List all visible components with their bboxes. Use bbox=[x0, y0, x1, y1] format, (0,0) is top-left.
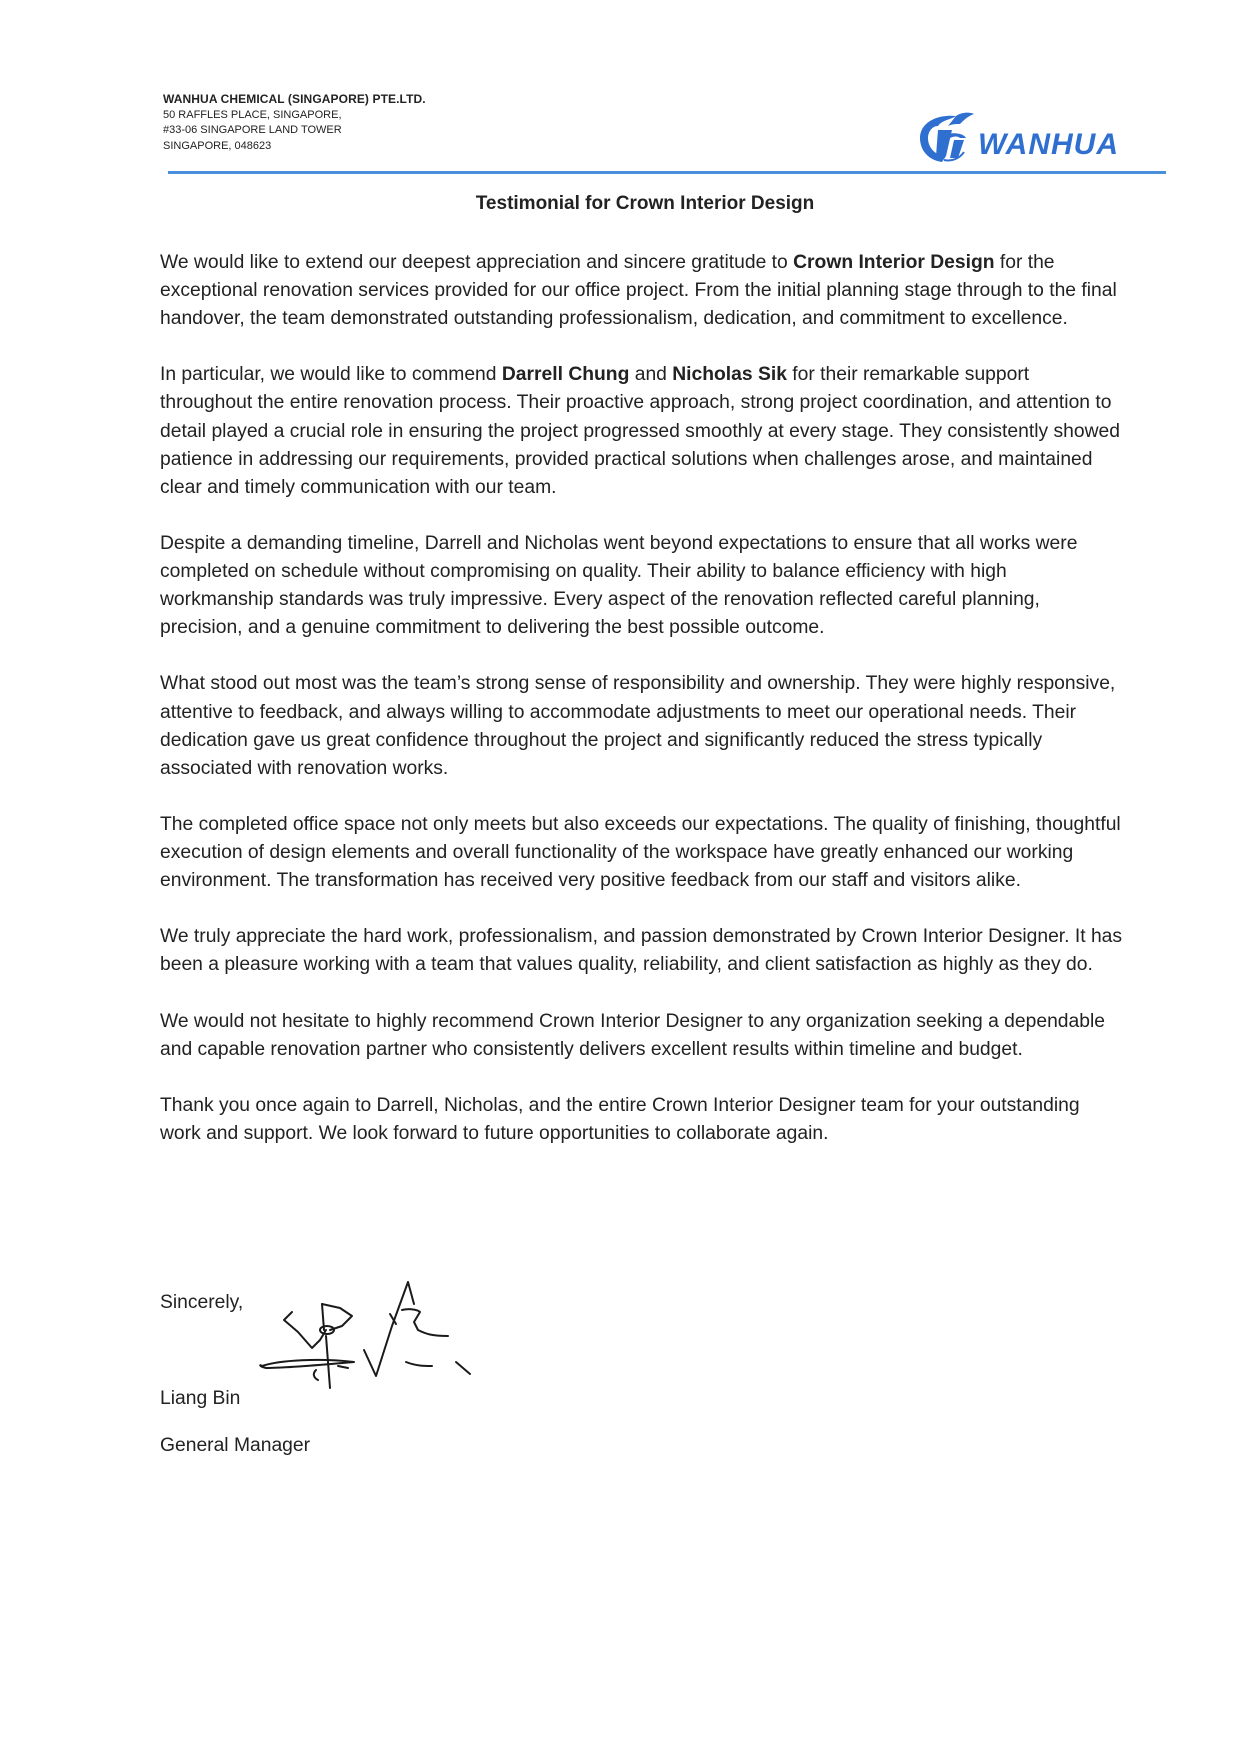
address-line-1: 50 RAFFLES PLACE, SINGAPORE, bbox=[163, 108, 342, 121]
company-name: WANHUA CHEMICAL (SINGAPORE) PTE.LTD. bbox=[163, 92, 426, 106]
paragraph-8: Thank you once again to Darrell, Nicholas, and the entire Crown Interior Designer team for your outstanding work and support. We look forward to future opportunities to collaborate again. bbox=[160, 1094, 1080, 1144]
letter-body bbox=[160, 249, 1125, 1176]
signatory-name: Liang Bin bbox=[160, 1388, 241, 1409]
closing-salutation: Sincerely, bbox=[160, 1292, 244, 1313]
svg-text:WANHUA: WANHUA bbox=[978, 128, 1119, 161]
company-address-block bbox=[163, 92, 426, 154]
wanhua-emblem-icon bbox=[912, 108, 1142, 166]
paragraph-3: Despite a demanding timeline, Darrell and Nicholas went beyond expectations to ensure that all works were completed on schedule without compromising on quality. Their ability to balance efficiency with high workmanship standards was truly impressive. Every aspect of the renovation reflected careful planning, precision, and a genuine commitment to delivering the best possible outcome. bbox=[160, 532, 1078, 639]
person-name-emphasis: Darrell Chung bbox=[501, 364, 630, 386]
handwritten-signature bbox=[250, 1270, 480, 1400]
company-name-emphasis: Crown Interior Design bbox=[793, 252, 995, 273]
paragraph-4: What stood out most was the team’s strong sense of responsibility and ownership. They were highly responsive, attentive to feedback, and always willing to accommodate adjustments to meet our operational needs. Their dedication gave us great confidence throughout the project and significantly reduced the stress typically associated with renovation works. bbox=[160, 673, 1116, 779]
paragraph-2: In particular, we would like to commend Darrell Chung and Nicholas Sik for their remarkable support throughout the entire renovation process. Their proactive approach, strong project coordination, and attention to detail played a crucial role in ensuring the project progressed smoothly at every stage. They consistently showed patience in addressing our requirements, provided practical solutions when challenges arose, and maintained clear and timely communication with our team. bbox=[160, 364, 1120, 498]
header-divider bbox=[168, 171, 1166, 174]
paragraph-1: We would like to extend our deepest appreciation and sincere gratitude to Crown Interior Design for the exceptional renovation services provided for our office project. From the initial planning stage through to the final handover, the team demonstrated outstanding professionalism, dedication, and commitment to excellence. bbox=[160, 252, 1117, 330]
address-line-2: #33-06 SINGAPORE LAND TOWER bbox=[163, 124, 342, 136]
paragraph-6: We truly appreciate the hard work, professionalism, and passion demonstrated by Crown Interior Designer. It has been a pleasure working with a team that values quality, reliability, and client satisfaction as highly as they do. bbox=[160, 926, 1123, 976]
person-name-emphasis: Nicholas Sik bbox=[672, 364, 787, 386]
signatory-title: General Manager bbox=[160, 1435, 311, 1456]
paragraph-7: We would not hesitate to highly recommend Crown Interior Designer to any organization seeking a dependable and capable renovation partner who consistently delivers excellent results within timeline and budget. bbox=[160, 1010, 1105, 1060]
address-line-3: SINGAPORE, 048623 bbox=[163, 139, 272, 152]
wanhua-logo bbox=[912, 108, 1142, 166]
paragraph-5: The completed office space not only meets but also exceeds our expectations. The quality of finishing, thoughtful execution of design elements and overall functionality of the workspace have greatly enhanced our working environment. The transformation has received very positive feedback from our staff and visitors alike. bbox=[160, 813, 1121, 892]
document-title: Testimonial for Crown Interior Design bbox=[475, 193, 815, 214]
